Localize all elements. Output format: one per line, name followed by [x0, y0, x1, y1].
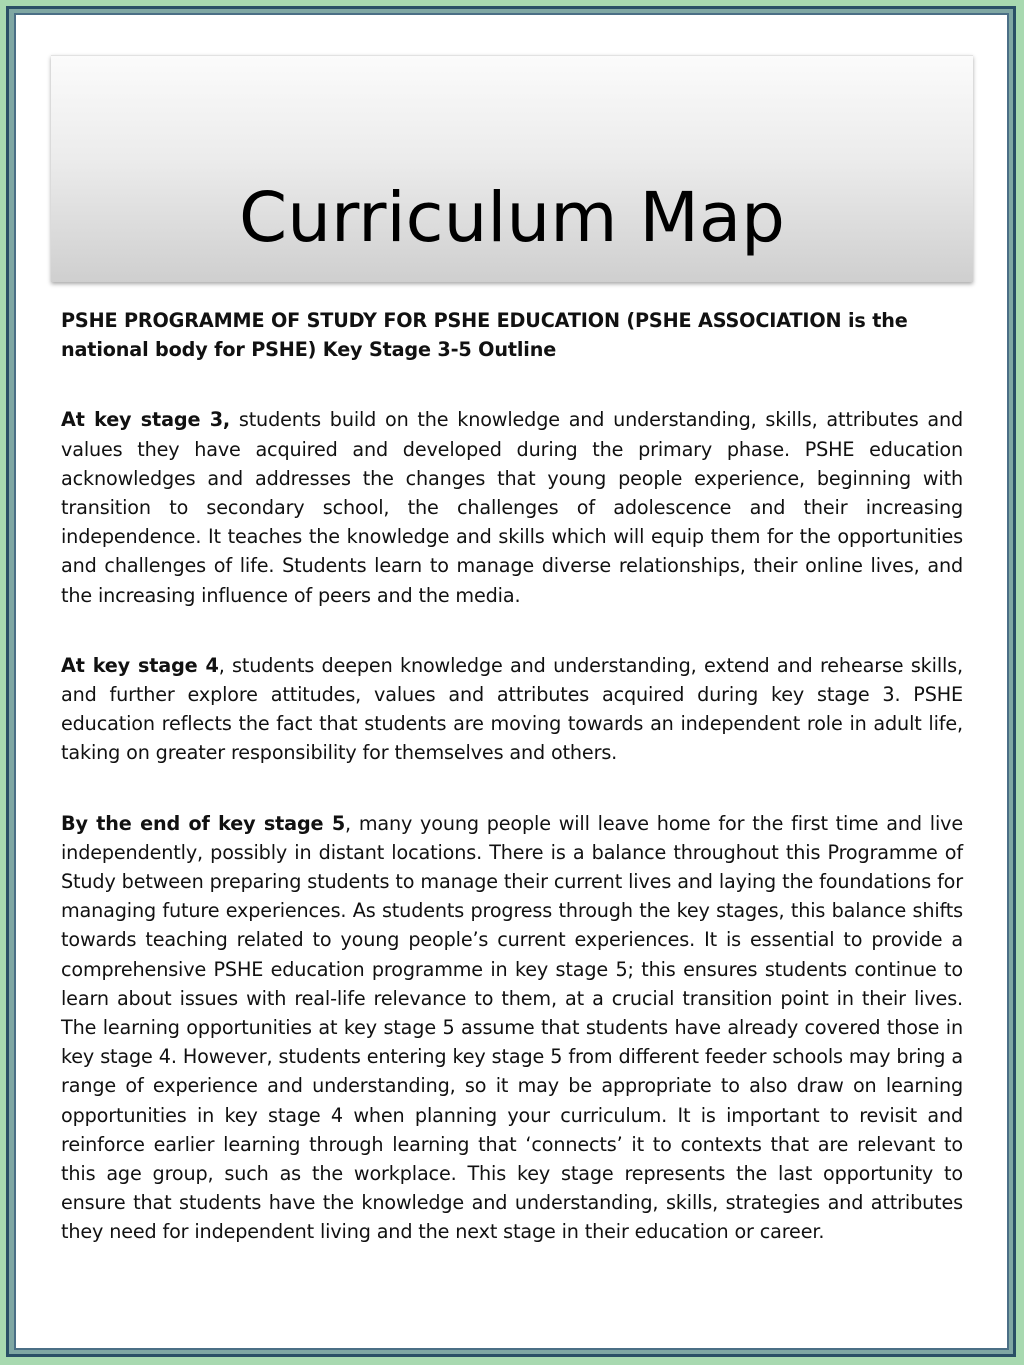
key-stage-5-lead: By the end of key stage 5 — [61, 811, 346, 835]
key-stage-5-text: , many young people will leave home for the first time and live independently, possibly in distant locations. There is a balance throughout this Programme of Study between preparing students to manage their current lives and laying the foundations for managing future experiences. As students progress through the key stages, this balance shifts towards teaching related to young people’s current experiences. It is essential to provide a comprehensive PSHE education programme in key stage 5; this ensures students continue to learn about issues with real-life relevance to them, at a crucial transition point in their lives. The learning opportunities at key stage 5 assume that students have already covered those in key stage 4. However, students entering key stage 5 from different feeder schools may bring a range of experience and understanding, so it may be appropriate to also draw on learning opportunities in key stage 4 when planning your curriculum. It is important to revisit and reinforce earlier learning through learning that ‘connects’ it to contexts that are relevant to this age group, such as the workplace. This key stage represents the last opportunity to ensure that students have the knowledge and understanding, skills, strategies and attributes they need for independent living and the next stage in their education or career. — [61, 811, 963, 1244]
key-stage-3-text: students build on the knowledge and understanding, skills, attributes and values they have acquired and developed during the primary phase. PSHE education acknowledges and addresses the changes that young people experience, beginning with transition to secondary school, the challenges of adolescence and their increasing independence. It teaches the knowledge and skills which will equip them for the opportunities and challenges of life. Students learn to manage diverse relationships, their online lives, and the increasing influence of peers and the media. — [61, 408, 963, 607]
section-heading: PSHE PROGRAMME OF STUDY FOR PSHE EDUCATION (PSHE ASSOCIATION is the national body for PSHE) Key Stage 3-5 Outline — [61, 309, 908, 362]
paragraph-key-stage-3 — [61, 405, 963, 609]
document-body — [61, 306, 963, 1288]
page-title: Curriculum Map — [239, 178, 785, 258]
paragraph-key-stage-4 — [61, 651, 963, 768]
key-stage-4-text: , students deepen knowledge and understanding, extend and rehearse skills, and further explore attitudes, values and attributes acquired during key stage 3. PSHE education reflects the fact that students are moving towards an independent role in adult life, taking on greater responsibility for themselves and others. — [61, 653, 963, 765]
paragraph-key-stage-5 — [61, 809, 963, 1247]
title-banner — [51, 55, 973, 282]
key-stage-3-lead: At key stage 3, — [61, 408, 231, 432]
key-stage-4-lead: At key stage 4 — [61, 653, 219, 677]
